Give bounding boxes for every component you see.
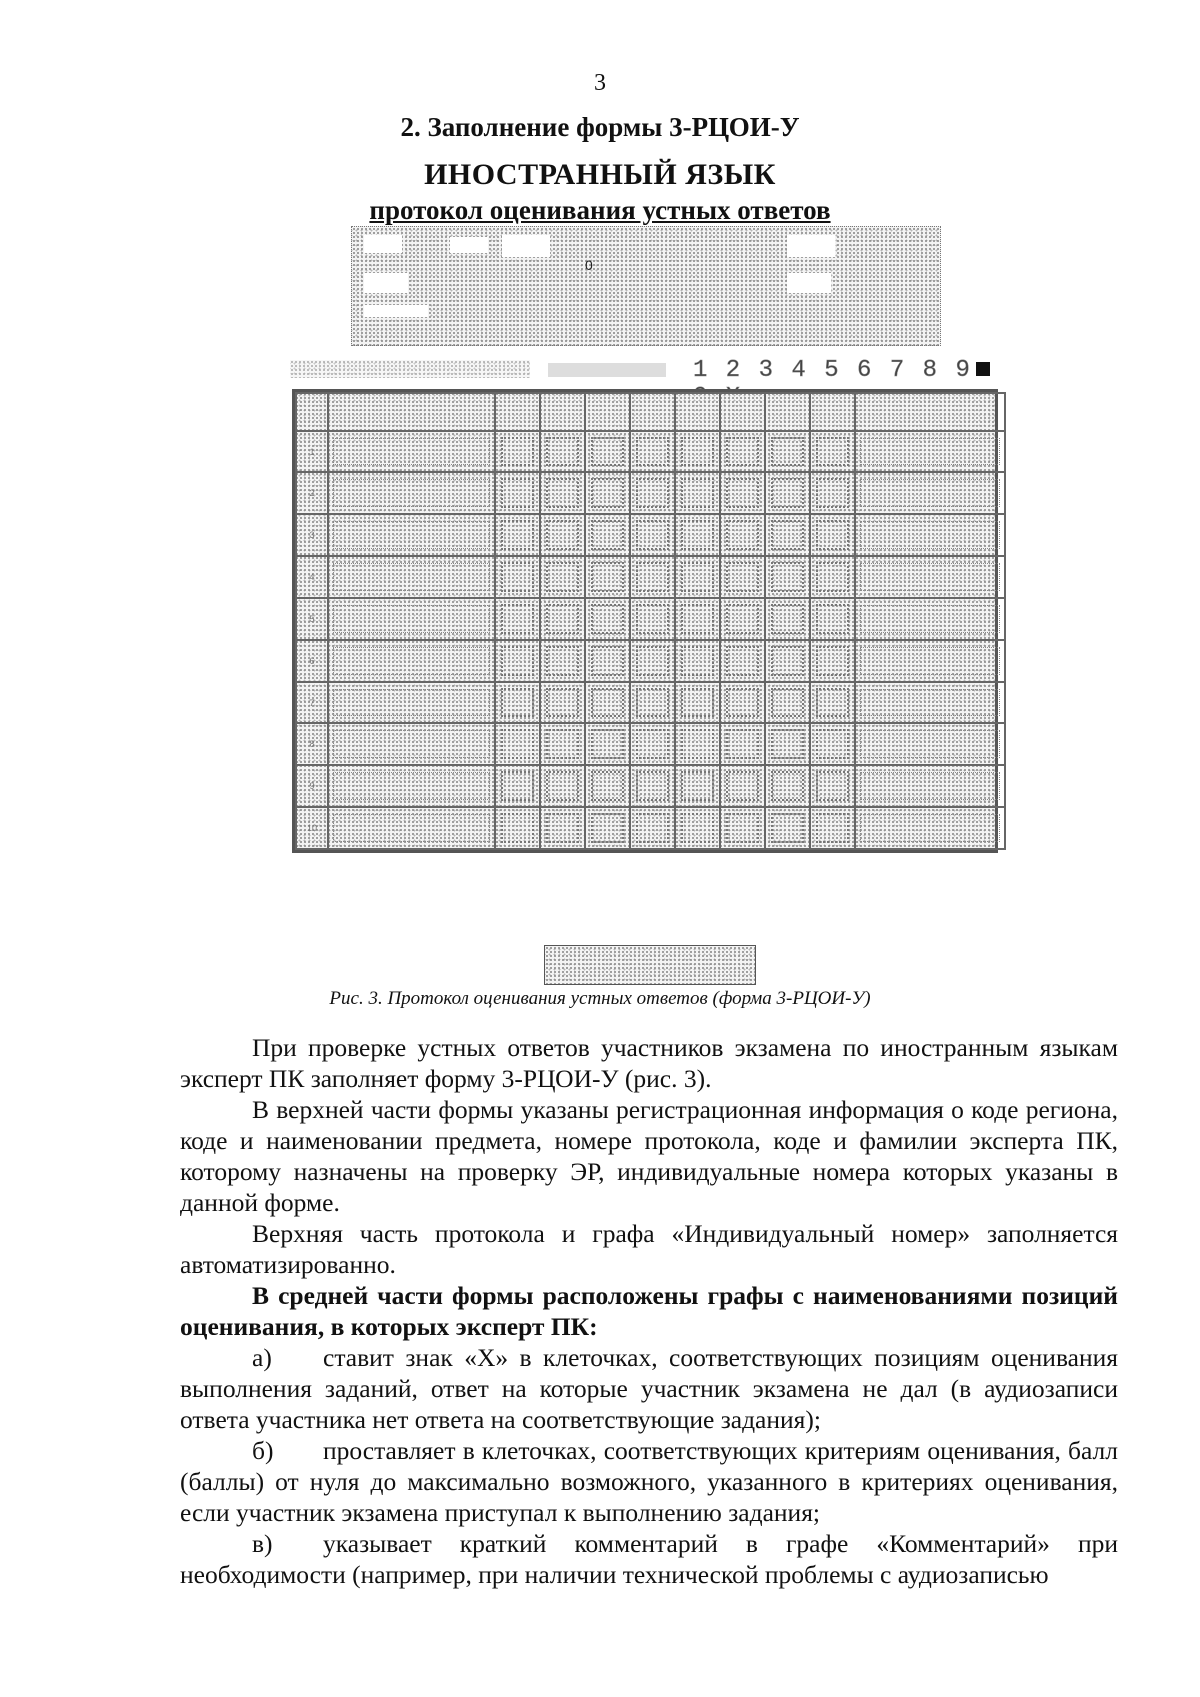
- score-box: [501, 437, 534, 467]
- comment-cell: [855, 514, 1005, 556]
- score-box: [501, 813, 534, 843]
- individual-number-cell: [328, 765, 495, 807]
- score-box: [816, 437, 849, 467]
- paragraph-bold: В средней части формы расположены графы с наименованиями позиций оценивания, в которых эксперт ПК:: [180, 1281, 1118, 1341]
- list-text: проставляет в клеточках, соответствующих критериям оценивания, балл (баллы) от нуля до максимально возможного, указанного в критериях оценивания, если участник экзамена приступал к выполнению задания;: [180, 1436, 1118, 1527]
- score-cell: [585, 682, 630, 724]
- individual-number-field: [333, 689, 490, 717]
- row-number-cell: 5: [296, 598, 328, 640]
- score-box: [681, 520, 714, 550]
- form-header-field: [364, 235, 402, 253]
- score-box: [771, 688, 804, 718]
- score-cell: [765, 723, 810, 765]
- row-number-cell: 1: [296, 431, 328, 473]
- list-item-b: [180, 1435, 1118, 1528]
- score-box: [636, 771, 669, 801]
- score-box: [591, 520, 624, 550]
- score-cell: [540, 682, 585, 724]
- score-cell: [585, 472, 630, 514]
- individual-number-field: [333, 730, 490, 758]
- individual-number-cell: [328, 556, 495, 598]
- comment-cell: [855, 723, 1005, 765]
- score-box: [681, 688, 714, 718]
- score-box: [546, 688, 579, 718]
- score-cell: [630, 472, 675, 514]
- score-cell: [810, 682, 855, 724]
- score-cell: [495, 723, 540, 765]
- score-box: [816, 520, 849, 550]
- grid-header-cell: [328, 393, 495, 431]
- individual-number-cell: [328, 807, 495, 849]
- score-cell: [720, 556, 765, 598]
- score-cell: [630, 598, 675, 640]
- list-marker: в): [252, 1529, 273, 1558]
- comment-field: [860, 730, 1000, 758]
- score-box: [501, 646, 534, 676]
- score-cell: [720, 514, 765, 556]
- score-cell: [675, 556, 720, 598]
- score-cell: [630, 556, 675, 598]
- score-box: [546, 813, 579, 843]
- score-cell: [540, 640, 585, 682]
- score-cell: [720, 431, 765, 473]
- score-box: [771, 813, 804, 843]
- score-box: [501, 520, 534, 550]
- row-number-cell: 8: [296, 723, 328, 765]
- score-box: [546, 562, 579, 592]
- score-box: [771, 562, 804, 592]
- score-box: [636, 688, 669, 718]
- score-box: [726, 478, 759, 508]
- comment-field: [860, 521, 1000, 549]
- score-box: [681, 437, 714, 467]
- score-box: [591, 478, 624, 508]
- grid-header-cell: [296, 393, 328, 431]
- form-header-value: 0: [585, 257, 593, 273]
- grid-header-cell: [585, 393, 630, 431]
- grid-header-cell: [675, 393, 720, 431]
- individual-number-field: [333, 438, 490, 466]
- score-box: [591, 604, 624, 634]
- form-subtitle-text: протокол оценивания устных ответов: [369, 195, 831, 225]
- score-box: [546, 646, 579, 676]
- row-number-cell: 9: [296, 765, 328, 807]
- score-cell: [810, 807, 855, 849]
- score-cell: [495, 682, 540, 724]
- score-cell: [675, 431, 720, 473]
- score-cell: [765, 682, 810, 724]
- score-box: [681, 771, 714, 801]
- score-cell: [765, 472, 810, 514]
- grid-row: [296, 640, 1005, 682]
- score-cell: [765, 640, 810, 682]
- score-cell: [630, 765, 675, 807]
- score-box: [771, 771, 804, 801]
- score-box: [771, 520, 804, 550]
- grid-row: [296, 472, 1005, 514]
- score-cell: [675, 765, 720, 807]
- score-box: [591, 688, 624, 718]
- score-cell: [810, 598, 855, 640]
- individual-number-field: [333, 772, 490, 800]
- score-cell: [765, 431, 810, 473]
- score-cell: [540, 765, 585, 807]
- score-box: [681, 562, 714, 592]
- comment-cell: [855, 598, 1005, 640]
- score-box: [636, 646, 669, 676]
- score-cell: [765, 514, 810, 556]
- score-cell: [810, 431, 855, 473]
- score-box: [771, 478, 804, 508]
- score-box: [681, 729, 714, 759]
- row-number-cell: 6: [296, 640, 328, 682]
- score-box: [591, 437, 624, 467]
- score-box: [501, 729, 534, 759]
- row-number-cell: 7: [296, 682, 328, 724]
- comment-cell: [855, 556, 1005, 598]
- score-box: [501, 562, 534, 592]
- list-marker: а): [252, 1343, 272, 1372]
- score-box: [636, 562, 669, 592]
- grid-row: [296, 556, 1005, 598]
- score-box: [726, 646, 759, 676]
- score-box: [636, 729, 669, 759]
- comment-cell: [855, 765, 1005, 807]
- grid-row: [296, 514, 1005, 556]
- grid-row: [296, 765, 1005, 807]
- score-box: [726, 813, 759, 843]
- score-box: [591, 646, 624, 676]
- form-header-field: [787, 273, 831, 293]
- score-cell: [810, 556, 855, 598]
- score-cell: [540, 472, 585, 514]
- score-cell: [585, 556, 630, 598]
- score-cell: [810, 472, 855, 514]
- score-cell: [495, 514, 540, 556]
- grid-header-cell: [495, 393, 540, 431]
- score-cell: [675, 682, 720, 724]
- paragraph: В верхней части формы указаны регистрационная информация о коде региона, коде и наименовании предмета, номере протокола, коде и фамилии эксперта ПК, которому назначены на проверку ЭР, индивидуальные номера которых указаны в данной форме.: [180, 1095, 1118, 1217]
- comment-field: [860, 772, 1000, 800]
- score-box: [546, 478, 579, 508]
- score-box: [816, 771, 849, 801]
- score-cell: [675, 514, 720, 556]
- form-header-field: [450, 237, 488, 253]
- score-box: [816, 562, 849, 592]
- list-item-c: [180, 1528, 1118, 1590]
- list-text: ставит знак «Х» в клеточках, соответствующих позициям оценивания выполнения заданий, ответ на которые участник экзамена не дал (в аудиозаписи ответа участника нет ответа на соответствующие задания);: [180, 1343, 1118, 1434]
- score-box: [501, 604, 534, 634]
- score-cell: [765, 765, 810, 807]
- individual-number-field: [333, 605, 490, 633]
- score-cell: [630, 723, 675, 765]
- section-title: 2. Заполнение формы 3-РЦОИ-У: [400, 112, 800, 142]
- comment-cell: [855, 472, 1005, 514]
- individual-number-field: [333, 647, 490, 675]
- score-cell: [765, 807, 810, 849]
- comment-cell: [855, 807, 1005, 849]
- score-cell: [585, 514, 630, 556]
- page-number: 3: [594, 70, 606, 96]
- score-box: [726, 729, 759, 759]
- form-header-field: [787, 235, 835, 257]
- score-box: [501, 771, 534, 801]
- grid-header-cell: [720, 393, 765, 431]
- score-cell: [720, 598, 765, 640]
- score-cell: [675, 598, 720, 640]
- individual-number-field: [333, 563, 490, 591]
- score-box: [636, 478, 669, 508]
- form-header-field: [364, 305, 428, 317]
- grid-row: [296, 598, 1005, 640]
- score-cell: [810, 723, 855, 765]
- score-cell: [495, 765, 540, 807]
- sample-row: [548, 357, 988, 383]
- figure-caption: Рис. 3. Протокол оценивания устных ответов (форма 3-РЦОИ-У): [329, 988, 871, 1009]
- score-cell: [810, 514, 855, 556]
- score-cell: [720, 807, 765, 849]
- protocol-grid: [292, 389, 998, 853]
- score-cell: [540, 431, 585, 473]
- comment-field: [860, 605, 1000, 633]
- score-box: [591, 771, 624, 801]
- grid-row: [296, 682, 1005, 724]
- grid-header-cell: [810, 393, 855, 431]
- grid-header-cell: [630, 393, 675, 431]
- score-box: [681, 813, 714, 843]
- individual-number-cell: [328, 682, 495, 724]
- form-footer-stamp: [544, 945, 756, 985]
- score-box: [546, 729, 579, 759]
- comment-field: [860, 563, 1000, 591]
- score-cell: [495, 598, 540, 640]
- subject-title: ИНОСТРАННЫЙ ЯЗЫК: [424, 158, 776, 191]
- score-cell: [765, 556, 810, 598]
- score-cell: [585, 807, 630, 849]
- form-header-box: [351, 226, 941, 346]
- comment-field: [860, 689, 1000, 717]
- score-cell: [630, 514, 675, 556]
- grid-header-cell: [765, 393, 810, 431]
- score-box: [726, 520, 759, 550]
- score-cell: [810, 640, 855, 682]
- score-box: [681, 478, 714, 508]
- score-cell: [585, 431, 630, 473]
- score-box: [816, 646, 849, 676]
- score-cell: [810, 765, 855, 807]
- score-cell: [540, 556, 585, 598]
- score-box: [501, 478, 534, 508]
- score-cell: [675, 640, 720, 682]
- score-box: [636, 813, 669, 843]
- grid-row: [296, 723, 1005, 765]
- score-cell: [585, 723, 630, 765]
- comment-field: [860, 647, 1000, 675]
- individual-number-field: [333, 521, 490, 549]
- row-number-cell: 10: [296, 807, 328, 849]
- scan-noise: [290, 360, 530, 378]
- score-box: [726, 604, 759, 634]
- score-cell: [720, 765, 765, 807]
- score-cell: [675, 723, 720, 765]
- paragraph: При проверке устных ответов участников экзамена по иностранным языкам эксперт ПК заполняет форму 3-РЦОИ-У (рис. 3).: [180, 1033, 1118, 1093]
- grid-header-cell: [540, 393, 585, 431]
- comment-cell: [855, 682, 1005, 724]
- sample-digits: 1 2 3 4 5 6 7 8 9: [693, 357, 972, 384]
- score-cell: [765, 598, 810, 640]
- comment-cell: [855, 640, 1005, 682]
- score-box: [726, 562, 759, 592]
- list-text: указывает краткий комментарий в графе «Комментарий» при необходимости (например, при наличии технической проблемы с аудиозаписью: [180, 1529, 1118, 1589]
- grid-row: [296, 431, 1005, 473]
- score-cell: [540, 598, 585, 640]
- list-marker: б): [252, 1436, 274, 1465]
- grid-row: [296, 807, 1005, 849]
- score-box: [546, 520, 579, 550]
- individual-number-cell: [328, 514, 495, 556]
- individual-number-field: [333, 479, 490, 507]
- score-cell: [585, 598, 630, 640]
- score-box: [546, 437, 579, 467]
- score-box: [816, 478, 849, 508]
- score-cell: [540, 807, 585, 849]
- paragraph: Верхняя часть протокола и графа «Индивидуальный номер» заполняется автоматизированно.: [180, 1219, 1118, 1279]
- score-cell: [495, 807, 540, 849]
- score-cell: [675, 807, 720, 849]
- score-box: [591, 729, 624, 759]
- score-cell: [630, 431, 675, 473]
- score-box: [591, 562, 624, 592]
- score-box: [816, 604, 849, 634]
- score-cell: [720, 723, 765, 765]
- protocol-table: [295, 392, 1006, 850]
- score-box: [771, 604, 804, 634]
- score-box: [726, 688, 759, 718]
- score-cell: [495, 472, 540, 514]
- score-cell: [630, 640, 675, 682]
- score-cell: [540, 723, 585, 765]
- grid-header-row: [296, 393, 1005, 431]
- score-box: [771, 437, 804, 467]
- sample-label: [548, 363, 666, 377]
- row-number-cell: 2: [296, 472, 328, 514]
- score-cell: [720, 682, 765, 724]
- score-box: [546, 604, 579, 634]
- score-box: [546, 771, 579, 801]
- score-box: [636, 520, 669, 550]
- score-box: [636, 437, 669, 467]
- individual-number-cell: [328, 640, 495, 682]
- score-cell: [495, 556, 540, 598]
- score-cell: [495, 640, 540, 682]
- score-cell: [585, 765, 630, 807]
- score-box: [726, 437, 759, 467]
- individual-number-cell: [328, 723, 495, 765]
- score-cell: [630, 807, 675, 849]
- score-box: [816, 813, 849, 843]
- individual-number-field: [333, 814, 490, 842]
- grid-header-cell: [855, 393, 1005, 431]
- score-cell: [630, 682, 675, 724]
- score-cell: [495, 431, 540, 473]
- score-box: [591, 813, 624, 843]
- comment-field: [860, 814, 1000, 842]
- score-box: [726, 771, 759, 801]
- row-number-cell: 4: [296, 556, 328, 598]
- score-cell: [585, 640, 630, 682]
- score-box: [771, 729, 804, 759]
- score-box: [501, 688, 534, 718]
- score-box: [636, 604, 669, 634]
- form-header-field: [502, 235, 550, 257]
- row-number-cell: 3: [296, 514, 328, 556]
- score-cell: [540, 514, 585, 556]
- score-box: [681, 604, 714, 634]
- individual-number-cell: [328, 472, 495, 514]
- comment-cell: [855, 431, 1005, 473]
- sample-marker: [976, 362, 990, 376]
- comment-field: [860, 438, 1000, 466]
- score-box: [771, 646, 804, 676]
- list-item-a: [180, 1342, 1118, 1435]
- score-box: [816, 688, 849, 718]
- comment-field: [860, 479, 1000, 507]
- score-cell: [675, 472, 720, 514]
- score-box: [681, 646, 714, 676]
- individual-number-cell: [328, 598, 495, 640]
- form-subtitle: [0, 195, 1200, 226]
- score-cell: [720, 472, 765, 514]
- score-cell: [720, 640, 765, 682]
- score-box: [816, 729, 849, 759]
- form-header-field: [364, 273, 408, 293]
- individual-number-cell: [328, 431, 495, 473]
